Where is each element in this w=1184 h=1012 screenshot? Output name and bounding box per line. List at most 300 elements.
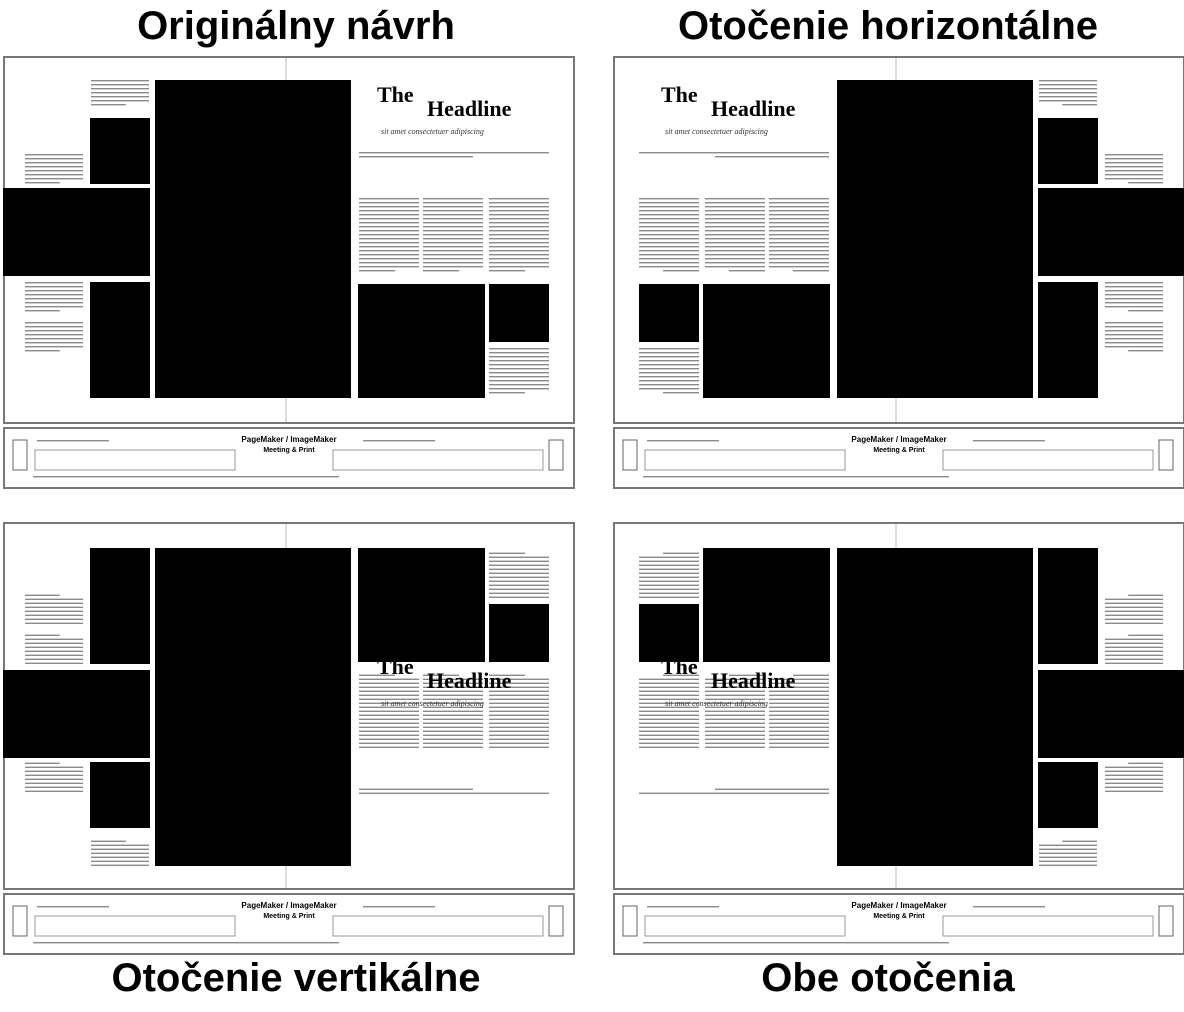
text-line bbox=[25, 655, 83, 656]
text-line bbox=[25, 302, 83, 303]
text-line bbox=[1105, 154, 1163, 155]
caption-original: Originálny návrh bbox=[137, 4, 455, 48]
text-line bbox=[25, 158, 83, 159]
text-line bbox=[25, 779, 83, 780]
headline-the: The bbox=[661, 82, 698, 107]
text-line bbox=[359, 214, 419, 215]
text-line bbox=[1105, 791, 1163, 792]
text-line bbox=[639, 364, 699, 365]
text-line bbox=[359, 218, 419, 219]
text-line bbox=[639, 376, 699, 377]
text-line bbox=[1105, 158, 1163, 159]
text-line bbox=[769, 723, 829, 724]
footer-text bbox=[647, 906, 719, 907]
footer-subtitle: Meeting & Print bbox=[263, 913, 315, 920]
text-line bbox=[639, 202, 699, 203]
text-line bbox=[1105, 294, 1163, 295]
text-line bbox=[1105, 306, 1163, 307]
text-line bbox=[359, 198, 419, 199]
text-line bbox=[359, 695, 419, 696]
footer-text bbox=[33, 942, 339, 943]
footer-left-icon bbox=[623, 906, 637, 936]
text-line bbox=[489, 719, 549, 720]
text-line bbox=[705, 226, 765, 227]
text-line bbox=[705, 747, 765, 748]
caption-both: Obe otočenia bbox=[761, 956, 1015, 1000]
footer-bar bbox=[4, 428, 574, 488]
text-line bbox=[489, 384, 549, 385]
spread-horizontal bbox=[613, 56, 1184, 490]
photo-block bbox=[703, 284, 830, 398]
text-line bbox=[705, 735, 765, 736]
text-line bbox=[1039, 845, 1097, 846]
text-line bbox=[25, 647, 83, 648]
text-line bbox=[359, 731, 419, 732]
text-line bbox=[359, 719, 419, 720]
text-line bbox=[1039, 853, 1097, 854]
text-line bbox=[423, 250, 483, 251]
headline-main: Headline bbox=[711, 96, 796, 121]
text-line bbox=[489, 218, 549, 219]
text-line bbox=[25, 771, 83, 772]
photo-block bbox=[90, 282, 150, 398]
footer-title: PageMaker / ImageMaker bbox=[851, 435, 947, 444]
text-line bbox=[359, 270, 395, 271]
text-line bbox=[423, 695, 483, 696]
footer-bar bbox=[614, 428, 1184, 488]
text-line bbox=[423, 731, 483, 732]
footer-field-right bbox=[333, 916, 543, 936]
text-line bbox=[769, 218, 829, 219]
text-line bbox=[359, 206, 419, 207]
text-line bbox=[489, 553, 525, 554]
text-line bbox=[359, 687, 419, 688]
text-line bbox=[423, 747, 483, 748]
photo-block bbox=[90, 762, 150, 828]
text-line bbox=[705, 711, 765, 712]
text-line bbox=[489, 565, 549, 566]
text-line bbox=[359, 156, 473, 157]
text-line bbox=[1039, 849, 1097, 850]
text-line bbox=[1105, 282, 1163, 283]
text-line bbox=[423, 234, 483, 235]
text-line bbox=[489, 222, 549, 223]
text-line bbox=[1105, 775, 1163, 776]
text-line bbox=[25, 282, 83, 283]
text-line bbox=[1062, 841, 1097, 842]
text-line bbox=[423, 226, 483, 227]
text-line bbox=[423, 711, 483, 712]
text-line bbox=[1105, 178, 1163, 179]
text-line bbox=[639, 372, 699, 373]
text-line bbox=[423, 258, 483, 259]
text-line bbox=[639, 348, 699, 349]
photo-block bbox=[358, 548, 485, 662]
footer-text bbox=[37, 906, 109, 907]
text-line bbox=[25, 338, 83, 339]
text-line bbox=[37, 440, 109, 441]
text-line bbox=[363, 440, 435, 441]
spread-both bbox=[613, 522, 1184, 956]
text-line bbox=[359, 793, 549, 794]
footer-field-left bbox=[35, 916, 235, 936]
text-line bbox=[489, 715, 549, 716]
text-line bbox=[1105, 342, 1163, 343]
photo-block bbox=[90, 118, 150, 184]
text-line bbox=[639, 573, 699, 574]
text-line bbox=[769, 198, 829, 199]
text-line bbox=[1128, 595, 1163, 596]
text-line bbox=[1128, 635, 1163, 636]
photo-block bbox=[358, 284, 485, 398]
footer-left-icon bbox=[13, 906, 27, 936]
text-line bbox=[489, 581, 549, 582]
text-line bbox=[489, 380, 549, 381]
photo-block bbox=[639, 284, 699, 342]
text-line bbox=[639, 735, 699, 736]
text-line bbox=[769, 711, 829, 712]
text-line bbox=[423, 214, 483, 215]
text-line bbox=[359, 234, 419, 235]
text-line bbox=[489, 348, 549, 349]
text-line bbox=[91, 849, 149, 850]
text-line bbox=[489, 735, 549, 736]
footer-field-left bbox=[645, 916, 845, 936]
text-line bbox=[1105, 771, 1163, 772]
text-line bbox=[423, 719, 483, 720]
text-line bbox=[25, 306, 83, 307]
text-line bbox=[1105, 767, 1163, 768]
footer-text bbox=[647, 440, 719, 441]
text-line bbox=[489, 593, 549, 594]
text-line bbox=[663, 392, 699, 393]
text-line bbox=[705, 218, 765, 219]
text-line bbox=[793, 270, 829, 271]
text-line bbox=[489, 226, 549, 227]
text-line bbox=[25, 607, 83, 608]
text-line bbox=[705, 266, 765, 267]
text-line bbox=[91, 104, 126, 105]
text-line bbox=[359, 238, 419, 239]
main-photo-block bbox=[837, 548, 1033, 866]
text-line bbox=[639, 695, 699, 696]
text-line bbox=[25, 611, 83, 612]
text-line bbox=[639, 743, 699, 744]
text-line bbox=[1105, 286, 1163, 287]
text-line bbox=[489, 198, 549, 199]
text-line bbox=[769, 230, 829, 231]
text-line bbox=[489, 711, 549, 712]
text-line bbox=[25, 635, 60, 636]
text-line bbox=[359, 242, 419, 243]
text-line bbox=[705, 210, 765, 211]
footer-title: PageMaker / ImageMaker bbox=[851, 901, 947, 910]
text-line bbox=[639, 368, 699, 369]
text-line bbox=[639, 597, 699, 598]
text-line bbox=[25, 663, 83, 664]
text-line bbox=[1039, 92, 1097, 93]
text-line bbox=[705, 731, 765, 732]
text-line bbox=[25, 178, 83, 179]
headline-deck: sit amet consectetuer adipiscing bbox=[665, 127, 768, 136]
text-line bbox=[705, 242, 765, 243]
text-line bbox=[705, 262, 765, 263]
text-line bbox=[489, 561, 549, 562]
caption-horizontal: Otočenie horizontálne bbox=[677, 4, 1099, 48]
text-line bbox=[639, 198, 699, 199]
text-line bbox=[705, 695, 765, 696]
text-line bbox=[25, 603, 83, 604]
photo-block bbox=[489, 284, 549, 342]
text-line bbox=[91, 857, 149, 858]
photo-block bbox=[1038, 118, 1098, 184]
text-line bbox=[489, 234, 549, 235]
text-line bbox=[25, 294, 83, 295]
text-line bbox=[25, 310, 60, 311]
text-line bbox=[639, 727, 699, 728]
text-line bbox=[769, 250, 829, 251]
text-line bbox=[705, 230, 765, 231]
footer-title: PageMaker / ImageMaker bbox=[241, 901, 337, 910]
text-line bbox=[639, 242, 699, 243]
text-line bbox=[715, 156, 829, 157]
text-line bbox=[1105, 655, 1163, 656]
text-line bbox=[489, 262, 549, 263]
text-line bbox=[639, 589, 699, 590]
text-line bbox=[1105, 619, 1163, 620]
text-line bbox=[423, 723, 483, 724]
text-line bbox=[769, 246, 829, 247]
headline-main: Headline bbox=[427, 668, 512, 693]
text-line bbox=[423, 270, 459, 271]
text-line bbox=[25, 290, 83, 291]
spread-both-graphic bbox=[613, 522, 1184, 956]
text-line bbox=[639, 258, 699, 259]
text-line bbox=[769, 727, 829, 728]
text-line bbox=[769, 715, 829, 716]
photo-block bbox=[489, 604, 549, 662]
text-line bbox=[647, 906, 719, 907]
text-line bbox=[25, 783, 83, 784]
text-line bbox=[489, 589, 549, 590]
text-line bbox=[91, 92, 149, 93]
text-line bbox=[91, 841, 126, 842]
photo-block bbox=[1038, 282, 1098, 398]
text-line bbox=[489, 727, 549, 728]
text-line bbox=[639, 250, 699, 251]
text-line bbox=[1105, 330, 1163, 331]
text-line bbox=[639, 352, 699, 353]
headline-deck: sit amet consectetuer adipiscing bbox=[381, 699, 484, 708]
text-line bbox=[769, 735, 829, 736]
spread-original-graphic bbox=[3, 56, 575, 490]
text-line bbox=[489, 368, 549, 369]
text-line bbox=[639, 557, 699, 558]
text-line bbox=[1039, 96, 1097, 97]
text-line bbox=[1105, 643, 1163, 644]
text-line bbox=[359, 723, 419, 724]
text-line bbox=[489, 723, 549, 724]
text-line bbox=[489, 360, 549, 361]
text-line bbox=[639, 226, 699, 227]
text-line bbox=[359, 210, 419, 211]
text-line bbox=[25, 651, 83, 652]
text-line bbox=[489, 266, 549, 267]
text-line bbox=[25, 346, 83, 347]
footer-right-icon bbox=[1159, 440, 1173, 470]
photo-block bbox=[703, 548, 830, 662]
text-line bbox=[639, 565, 699, 566]
text-line bbox=[25, 619, 83, 620]
text-line bbox=[639, 254, 699, 255]
headline-main: Headline bbox=[427, 96, 512, 121]
text-line bbox=[769, 699, 829, 700]
text-line bbox=[1105, 607, 1163, 608]
text-line bbox=[423, 202, 483, 203]
footer-field-left bbox=[645, 450, 845, 470]
text-line bbox=[37, 906, 109, 907]
footer-text bbox=[33, 476, 339, 477]
text-line bbox=[639, 747, 699, 748]
text-line bbox=[1105, 298, 1163, 299]
text-line bbox=[489, 372, 549, 373]
text-line bbox=[489, 238, 549, 239]
headline-the: The bbox=[377, 654, 414, 679]
text-line bbox=[359, 743, 419, 744]
text-line bbox=[639, 687, 699, 688]
headline-main: Headline bbox=[711, 668, 796, 693]
text-line bbox=[769, 214, 829, 215]
photo-block bbox=[1038, 548, 1098, 664]
text-line bbox=[639, 230, 699, 231]
text-line bbox=[1105, 170, 1163, 171]
text-line bbox=[489, 376, 549, 377]
text-line bbox=[25, 623, 83, 624]
text-line bbox=[25, 326, 83, 327]
text-line bbox=[489, 206, 549, 207]
text-line bbox=[423, 210, 483, 211]
text-line bbox=[1039, 857, 1097, 858]
text-line bbox=[639, 214, 699, 215]
text-line bbox=[1105, 647, 1163, 648]
text-line bbox=[705, 214, 765, 215]
text-line bbox=[1128, 763, 1163, 764]
text-line bbox=[359, 735, 419, 736]
text-line bbox=[91, 80, 149, 81]
text-line bbox=[639, 593, 699, 594]
text-line bbox=[25, 763, 60, 764]
text-line bbox=[25, 615, 83, 616]
text-line bbox=[639, 218, 699, 219]
text-line bbox=[769, 703, 829, 704]
text-line bbox=[489, 695, 549, 696]
text-line bbox=[423, 230, 483, 231]
text-line bbox=[25, 174, 83, 175]
text-line bbox=[359, 258, 419, 259]
text-line bbox=[25, 775, 83, 776]
text-line bbox=[769, 242, 829, 243]
text-line bbox=[639, 222, 699, 223]
text-line bbox=[1105, 162, 1163, 163]
text-line bbox=[639, 715, 699, 716]
text-line bbox=[973, 440, 1045, 441]
text-line bbox=[769, 719, 829, 720]
caption-vertical: Otočenie vertikálne bbox=[111, 956, 481, 1000]
text-line bbox=[639, 388, 699, 389]
footer-text bbox=[643, 942, 949, 943]
spread-vertical bbox=[3, 522, 575, 956]
text-line bbox=[1105, 166, 1163, 167]
text-line bbox=[769, 707, 829, 708]
text-line bbox=[643, 476, 949, 477]
text-line bbox=[639, 569, 699, 570]
text-line bbox=[729, 270, 765, 271]
text-line bbox=[359, 715, 419, 716]
main-photo-block bbox=[155, 548, 351, 866]
text-line bbox=[639, 246, 699, 247]
text-line bbox=[705, 198, 765, 199]
text-line bbox=[33, 476, 339, 477]
text-line bbox=[1128, 182, 1163, 183]
footer-text bbox=[363, 440, 435, 441]
text-line bbox=[25, 595, 60, 596]
text-line bbox=[769, 234, 829, 235]
text-line bbox=[1105, 779, 1163, 780]
text-line bbox=[359, 747, 419, 748]
headline-the: The bbox=[377, 82, 414, 107]
text-line bbox=[359, 727, 419, 728]
text-line bbox=[25, 322, 83, 323]
text-line bbox=[647, 440, 719, 441]
text-line bbox=[359, 683, 419, 684]
text-line bbox=[91, 865, 149, 866]
text-line bbox=[639, 585, 699, 586]
text-line bbox=[769, 222, 829, 223]
text-line bbox=[489, 388, 549, 389]
text-line bbox=[489, 352, 549, 353]
text-line bbox=[359, 266, 419, 267]
text-line bbox=[489, 573, 549, 574]
text-line bbox=[91, 861, 149, 862]
text-line bbox=[423, 743, 483, 744]
text-line bbox=[33, 942, 339, 943]
text-line bbox=[423, 254, 483, 255]
text-line bbox=[705, 234, 765, 235]
text-line bbox=[769, 258, 829, 259]
text-line bbox=[489, 202, 549, 203]
text-line bbox=[423, 266, 483, 267]
text-line bbox=[1105, 659, 1163, 660]
footer-field-right bbox=[943, 450, 1153, 470]
footer-text bbox=[37, 440, 109, 441]
text-line bbox=[705, 246, 765, 247]
text-line bbox=[769, 202, 829, 203]
text-line bbox=[639, 380, 699, 381]
text-line bbox=[489, 364, 549, 365]
text-line bbox=[489, 246, 549, 247]
footer-bar bbox=[4, 894, 574, 954]
text-line bbox=[769, 743, 829, 744]
text-line bbox=[769, 226, 829, 227]
text-line bbox=[769, 206, 829, 207]
text-line bbox=[663, 270, 699, 271]
text-line bbox=[1039, 861, 1097, 862]
text-line bbox=[91, 100, 149, 101]
photo-block bbox=[90, 548, 150, 664]
text-line bbox=[25, 643, 83, 644]
wide-photo-block bbox=[1038, 670, 1184, 758]
text-line bbox=[423, 727, 483, 728]
